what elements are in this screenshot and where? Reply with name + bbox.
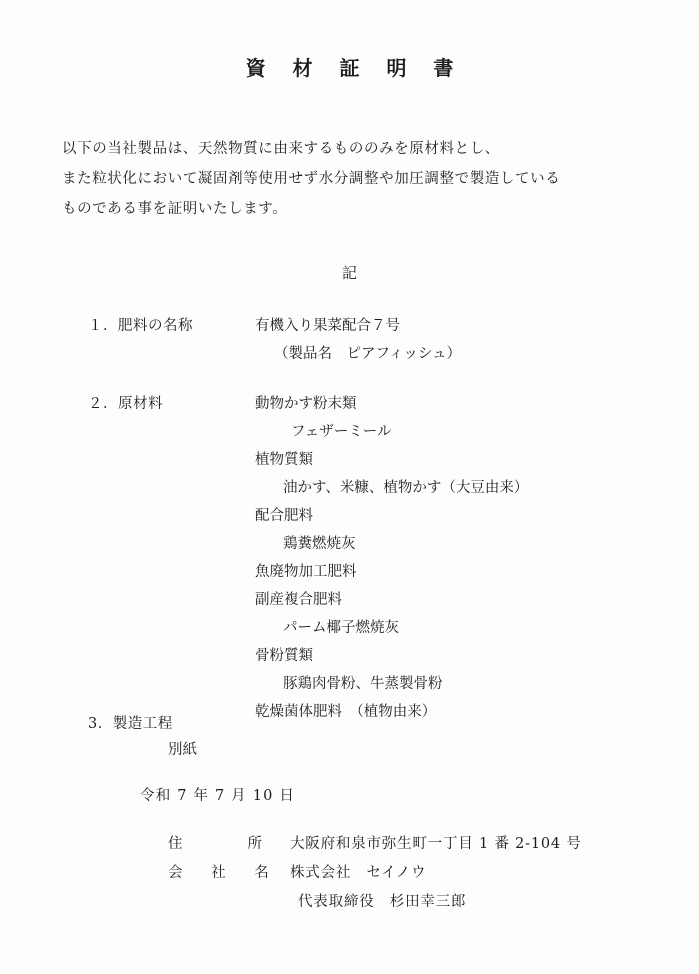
address-value: 大阪府和泉市弥生町一丁目 1 番 2-104 号 (290, 836, 582, 852)
section-1-num-text: １． (88, 318, 118, 334)
address-label: 住 所 (168, 836, 274, 852)
section-2-body (255, 390, 528, 726)
intro-line-1: 以下の当社製品は、天然物質に由来するもののみを原材料とし、 (62, 141, 500, 157)
section-2-num-text: ２． (88, 396, 118, 412)
section-1-label: 肥料の名称 (118, 318, 193, 334)
material-item: 鶏糞燃焼灰 (283, 536, 356, 552)
section-3-body (168, 736, 197, 764)
material-item: 骨粉質類 (255, 648, 313, 664)
section-2-number (88, 390, 163, 418)
material-item: 植物質類 (255, 452, 313, 468)
company-row (168, 859, 582, 888)
intro-paragraph (62, 134, 642, 224)
material-item: 魚廃物加工肥料 (255, 564, 357, 580)
material-item: フェザーミール (291, 424, 392, 440)
intro-line-3: ものである事を証明いたします。 (62, 201, 288, 217)
material-item: 豚鶏肉骨粉、牛蒸製骨粉 (283, 676, 443, 692)
company-value: 株式会社 セイノウ (290, 865, 427, 881)
material-item: パーム椰子燃焼灰 (283, 620, 399, 636)
material-item: 乾燥菌体肥料 （植物由来） (255, 704, 437, 720)
address-row (168, 830, 582, 859)
material-item: 配合肥料 (255, 508, 313, 524)
section-3-line-1: 別紙 (168, 742, 197, 758)
ki-marker: 記 (341, 264, 357, 282)
material-item: 動物かす粉末類 (255, 396, 357, 412)
material-item: 副産複合肥料 (255, 592, 342, 608)
section-1-number (88, 312, 193, 340)
section-3-num-text: 3． (88, 716, 113, 732)
company-label: 会 社 名 (168, 865, 281, 881)
intro-line-2: また粒状化において凝固剤等使用せず水分調整や加圧調整で製造している (62, 171, 561, 187)
section-1-line-1: 有機入り果菜配合７号 (255, 318, 400, 334)
issue-date: 令和 7 年 7 月 10 日 (140, 788, 296, 804)
section-1-body (255, 312, 461, 368)
page-title: 資 材 証 明 書 (245, 56, 464, 80)
section-3-number (88, 710, 173, 738)
section-1-line-2: （製品名 ピアフィッシュ） (274, 346, 462, 362)
section-2-label: 原材料 (118, 396, 163, 412)
material-item: 油かす、米糠、植物かす（大豆由来） (283, 480, 529, 496)
section-3-label: 製造工程 (112, 716, 173, 732)
representative-row: 代表取締役 杉田幸三郎 (298, 894, 467, 910)
signature-block (168, 830, 582, 917)
